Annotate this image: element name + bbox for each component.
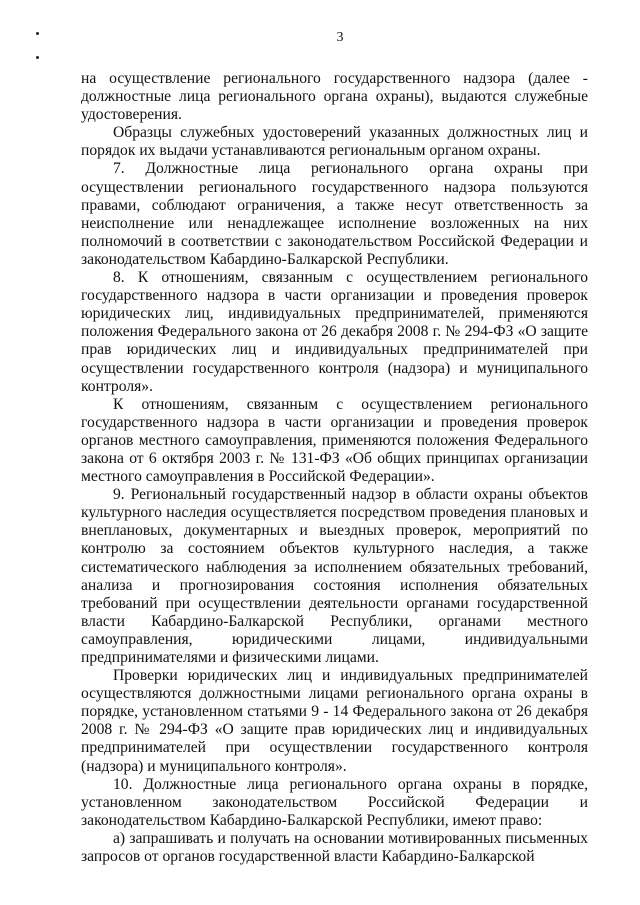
- page-number: 3: [336, 30, 344, 45]
- paragraph-id-samples: Образцы служебных удостоверений указанных должностных лиц и порядок их выдачи устанавливаются региональным органом охраны.: [81, 124, 588, 160]
- paragraph-item-7: 7. Должностные лица регионального органа охраны при осуществлении регионального государственного надзора пользуются правами, соблюдают ограничения, а также несут ответственность за неисполнение или ненадлежащее исполнение возложенных на них полномочий в соответствии с законодательством Российской Федерации и законодательством Кабардино-Балкарской Республики.: [81, 160, 588, 268]
- paragraph-item-10: 10. Должностные лица регионального органа охраны в порядке, установленном законодательством Российской Федерации и законодательством Кабардино-Балкарской Республики, имеют право:: [81, 775, 588, 829]
- paragraph-continuation: на осуществление регионального государственного надзора (далее - должностные лица регионального органа охраны), выдаются служебные удостоверения.: [81, 70, 588, 124]
- paragraph-item-9-inspections: Проверки юридических лиц и индивидуальных предпринимателей осуществляются должностными лицами регионального органа охраны в порядке, установленном статьями 9 - 14 Федерального закона от 26 декабря 2008 г. № 294-ФЗ «О защите прав юридических лиц и индивидуальных предпринимателей при осуществлении государственного контроля (надзора) и муниципального контроля».: [81, 667, 588, 775]
- document-body: [81, 70, 588, 866]
- paragraph-item-10-a: а) запрашивать и получать на основании мотивированных письменных запросов от органов государственной власти Кабардино-Балкарской: [81, 829, 588, 866]
- paragraph-item-8-local-government: К отношениям, связанным с осуществлением регионального государственного надзора в части организации и проведения проверок органов местного самоуправления, применяются положения Федерального закона от 6 октября 2003 г. № 131-ФЗ «Об общих принципах организации местного самоуправления в Российской Федерации».: [81, 395, 588, 486]
- scan-artifact-dot: [36, 56, 39, 59]
- paragraph-item-8: 8. К отношениям, связанным с осуществлением регионального государственного надзора в части организации и проведения проверок юридических лиц, индивидуальных предпринимателей, применяются положения Федерального закона от 26 декабря 2008 г. № 294-ФЗ «О защите прав юридических лиц и индивидуальных предпринимателей при осуществлении государственного контроля (надзора) и муниципального контроля».: [81, 269, 588, 395]
- paragraph-item-9: 9. Региональный государственный надзор в области охраны объектов культурного наследия осуществляется посредством проведения плановых и внеплановых, документарных и выездных проверок, мероприятий по контролю за состоянием объектов культурного наследия, а также систематического наблюдения за исполнением обязательных требований, анализа и прогнозирования состояния исполнения обязательных требований при осуществлении деятельности органами государственной власти Кабардино-Балкарской Республики, органами местного самоуправления, юридическими лицами, индивидуальными предпринимателями и физическими лицами.: [81, 486, 588, 666]
